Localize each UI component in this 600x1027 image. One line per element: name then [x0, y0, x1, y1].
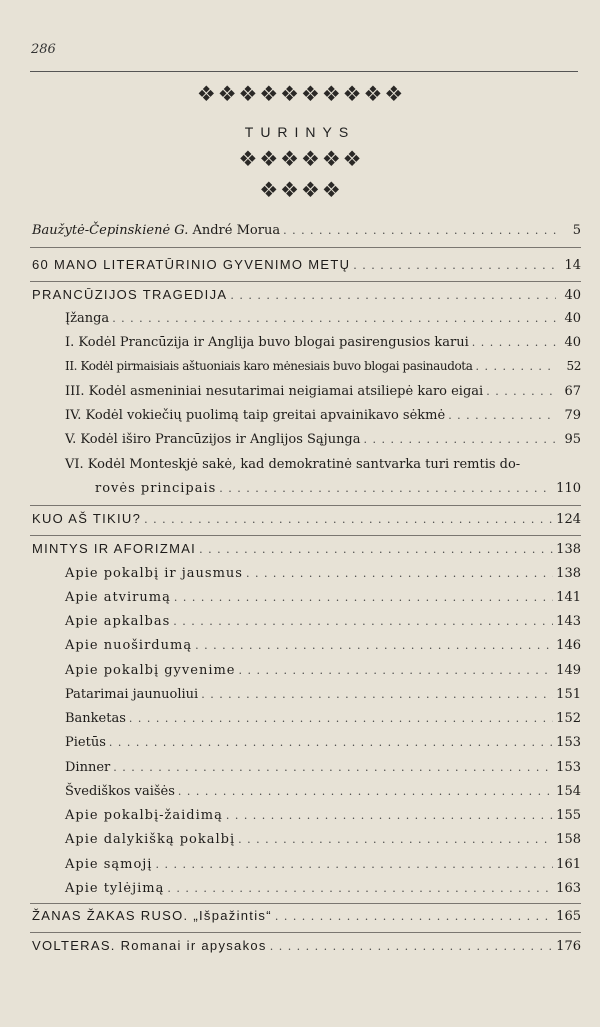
- toc-entry: [65, 857, 581, 879]
- entry-title: Dinner: [65, 760, 111, 775]
- leader-dots: [167, 882, 553, 895]
- page-ref: 143: [556, 614, 581, 629]
- page-ref: 154: [556, 784, 581, 799]
- entry-title: Patarimai jaunuoliui: [65, 687, 199, 702]
- ornament-row-middle: [0, 149, 600, 170]
- toc-entry: [65, 808, 581, 830]
- ornament-icon: ❖: [280, 147, 299, 171]
- page-ref: 40: [564, 335, 581, 350]
- page-ref: 14: [564, 258, 581, 273]
- toc-entry: [65, 735, 581, 757]
- entry-title: Apie sąmojį: [65, 857, 153, 872]
- ornament-icon: ❖: [259, 147, 279, 171]
- leader-dots: [275, 910, 553, 923]
- toc-entry: [65, 311, 581, 333]
- ornament-row-bottom: [0, 180, 600, 201]
- section-divider: [30, 903, 581, 904]
- leader-dots: [472, 336, 556, 349]
- ornament-icon: ❖: [238, 82, 258, 106]
- section-divider: [30, 505, 581, 506]
- section-divider: [30, 932, 581, 933]
- leader-dots: [246, 567, 553, 580]
- entry-title: Apie pokalbį-žaidimą: [65, 808, 223, 823]
- entry-title: Apie dalykišką pokalbį: [65, 832, 236, 847]
- leader-dots: [283, 224, 556, 237]
- ornament-icon: ❖: [342, 147, 362, 171]
- ornament-icon: ❖: [280, 178, 299, 202]
- entry-title: V. Kodėl iširo Prancūzijos ir Anglijos Sąjunga: [65, 432, 361, 447]
- toc-entry: [65, 687, 581, 709]
- toc-entry: [65, 711, 581, 733]
- entry-title: Apie apkalbas: [65, 614, 171, 629]
- toc-entry: [32, 511, 581, 533]
- header-rule: [30, 71, 578, 72]
- toc-entry: [32, 908, 581, 930]
- page-ref: 151: [556, 687, 581, 702]
- entry-title: André Morua: [192, 223, 281, 238]
- page-ref: 141: [556, 590, 581, 605]
- toc-entry: [65, 457, 581, 479]
- leader-dots: [238, 833, 553, 846]
- toc-entry: [32, 938, 581, 960]
- entry-title: ŽANAS ŽAKAS RUSO. „Išpažintis“: [32, 908, 272, 923]
- page-ref: 152: [556, 711, 581, 726]
- leader-dots: [239, 664, 554, 677]
- page-ref: 124: [556, 512, 581, 527]
- entry-author: Baužytė-Čepinskienė G.: [32, 223, 189, 238]
- leader-dots: [486, 385, 556, 398]
- page-ref: 163: [556, 881, 581, 896]
- page-ref: 52: [566, 359, 581, 373]
- page-ref: 146: [556, 638, 581, 653]
- entry-title: VOLTERAS. Romanai ir apysakos: [32, 938, 267, 953]
- toc-entry: [65, 566, 581, 588]
- leader-dots: [270, 940, 553, 953]
- page-ref: 165: [556, 909, 581, 924]
- leader-dots: [155, 858, 553, 871]
- section-divider: [30, 535, 581, 536]
- leader-dots: [364, 433, 556, 446]
- page-ref: 40: [564, 288, 581, 303]
- leader-dots: [174, 591, 553, 604]
- entry-title: Pietūs: [65, 735, 106, 750]
- page-ref: 138: [556, 542, 581, 557]
- leader-dots: [195, 639, 553, 652]
- toc-entry: [32, 257, 581, 279]
- leader-dots: [199, 543, 553, 556]
- toc-entry: [32, 541, 581, 563]
- leader-dots: [112, 312, 556, 325]
- leader-dots: [109, 736, 553, 749]
- ornament-icon: ❖: [259, 82, 279, 106]
- ornament-icon: ❖: [384, 82, 404, 106]
- entry-title: Apie nuoširdumą: [65, 638, 193, 653]
- page-ref: 153: [556, 760, 581, 775]
- leader-dots: [353, 259, 556, 272]
- toc-entry: [65, 408, 581, 430]
- ornament-icon: ❖: [363, 82, 383, 106]
- ornament-icon: ❖: [196, 82, 216, 106]
- toc-entry-continuation: [95, 481, 581, 496]
- entry-title: 60 MANO LITERATŪRINIO GYVENIMO METŲ: [32, 257, 351, 272]
- ornament-icon: ❖: [301, 147, 320, 171]
- toc-entry: [65, 638, 581, 660]
- entry-title: Įžanga: [65, 311, 110, 326]
- page-ref: 153: [556, 735, 581, 750]
- ornament-icon: ❖: [301, 178, 320, 202]
- toc-entry: [65, 614, 581, 636]
- page-ref: 40: [564, 311, 581, 326]
- ornament-icon: ❖: [342, 82, 362, 106]
- leader-dots: [173, 615, 553, 628]
- entry-title: KUO AŠ TIKIU?: [32, 511, 142, 526]
- toc-entry: [65, 832, 581, 854]
- page-ref: 67: [564, 384, 581, 399]
- ornament-icon: ❖: [259, 178, 279, 202]
- page-ref: 79: [564, 408, 581, 423]
- page-ref: 158: [556, 832, 581, 847]
- ornament-icon: ❖: [238, 147, 258, 171]
- ornament-icon: ❖: [321, 178, 341, 202]
- ornament-row-top: [0, 84, 600, 105]
- leader-dots: [144, 513, 553, 526]
- toc-entry: [32, 287, 581, 309]
- entry-title: IV. Kodėl vokiečių puolimą taip greitai apvainikavo sėkmė: [65, 408, 446, 423]
- toc-entry: [65, 384, 581, 406]
- ornament-icon: ❖: [301, 82, 320, 106]
- page-ref: 176: [556, 939, 581, 954]
- leader-dots: [475, 360, 556, 373]
- toc-entry: [65, 784, 581, 806]
- page-title: TURINYS: [244, 124, 356, 140]
- toc-entry: [32, 223, 581, 245]
- page-ref: 95: [564, 432, 581, 447]
- leader-dots: [226, 809, 553, 822]
- entry-title: I. Kodėl Prancūzija ir Anglija buvo blogai pasirengusios karui: [65, 335, 469, 350]
- leader-dots: [113, 761, 553, 774]
- entry-title: Švediškos vaišės: [65, 784, 175, 799]
- entry-title-continuation: rovės principais: [95, 481, 217, 496]
- toc-entry: [65, 590, 581, 612]
- toc-entry: [65, 663, 581, 685]
- toc-entry: [65, 335, 581, 357]
- toc-entry: [65, 881, 581, 903]
- entry-title: Apie pokalbį gyvenime: [65, 663, 236, 678]
- leader-dots: [129, 712, 553, 725]
- page-ref: 138: [556, 566, 581, 581]
- ornament-icon: ❖: [217, 82, 237, 106]
- leader-dots: [219, 482, 553, 495]
- leader-dots: [178, 785, 553, 798]
- entry-title: VI. Kodėl Monteskjė sakė, kad demokratinė santvarka turi remtis do-: [65, 457, 521, 472]
- section-divider: [30, 247, 581, 248]
- entry-title: Apie tylėjimą: [65, 881, 165, 896]
- entry-title: PRANCŪZIJOS TRAGEDIJA: [32, 287, 228, 302]
- entry-title: Apie pokalbį ir jausmus: [65, 566, 243, 581]
- toc-entry: [65, 432, 581, 454]
- ornament-icon: ❖: [321, 82, 341, 106]
- page-ref: 155: [556, 808, 581, 823]
- entry-title: Banketas: [65, 711, 126, 726]
- page-ref: 110: [556, 481, 581, 496]
- toc-entry: [65, 359, 581, 381]
- entry-title: III. Kodėl asmeniniai nesutarimai neigiamai atsiliepė karo eigai: [65, 384, 484, 399]
- leader-dots: [230, 289, 556, 302]
- leader-dots: [201, 688, 553, 701]
- ornament-icon: ❖: [280, 82, 299, 106]
- section-divider: [30, 281, 581, 282]
- page-number: 286: [31, 42, 56, 57]
- page-ref: 161: [556, 857, 581, 872]
- toc-entry: [65, 760, 581, 782]
- entry-title: Apie atvirumą: [65, 590, 171, 605]
- entry-title: II. Kodėl pirmaisiais aštuoniais karo mėnesiais buvo blogai pasinaudota: [65, 359, 473, 373]
- page-ref: 5: [572, 223, 581, 238]
- ornament-icon: ❖: [321, 147, 341, 171]
- page-ref: 149: [556, 663, 581, 678]
- entry-title: MINTYS IR AFORIZMAI: [32, 541, 197, 556]
- leader-dots: [448, 409, 556, 422]
